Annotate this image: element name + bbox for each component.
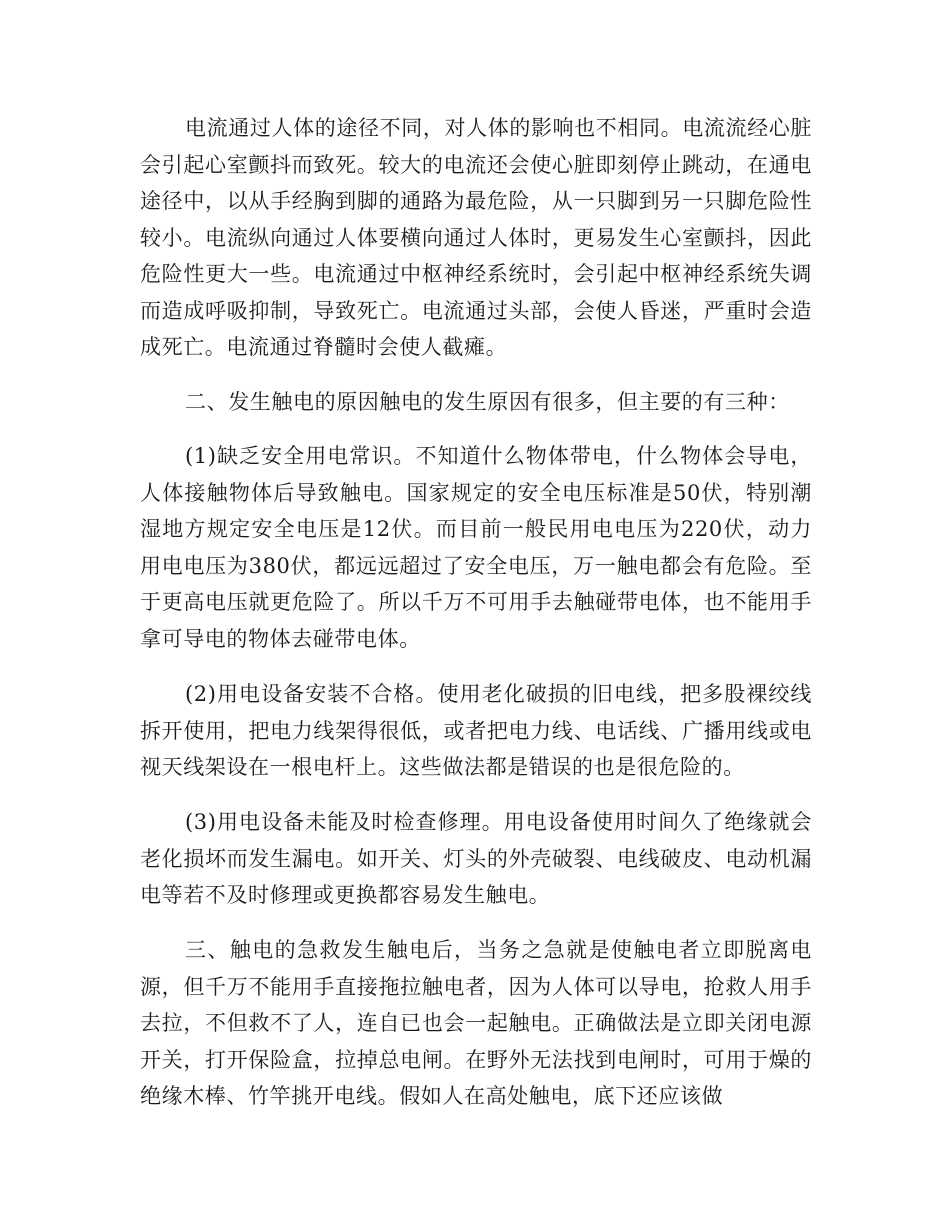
paragraph-cause-1: (1)缺乏安全用电常识。不知道什么物体带电，什么物体会导电，人体接触物体后导致触电。国家规定的安全电压标准是50伏，特别潮湿地方规定安全电压是12伏。而目前一般民用电电压为220伏，动力用电电压为380伏，都远远超过了安全电压，万一触电都会有危险。至于更高电压就更危险了。所以千万不可用手去触碰带电体，也不能用手拿可导电的物体去碰带电体。: [140, 444, 812, 651]
paragraph-current-path-effects: 电流通过人体的途径不同，对人体的影响也不相同。电流流经心脏会引起心室颤抖而致死。较大的电流还会使心脏即刻停止跳动，在通电途径中，以从手经胸到脚的通路为最危险，从一只脚到另一只脚危险性较小。电流纵向通过人体要横向通过人体时，更易发生心室颤抖，因此危险性更大一些。电流通过中枢神经系统时，会引起中枢神经系统失调而造成呼吸抑制，导致死亡。电流通过头部，会使人昏迷，严重时会造成死亡。电流通过脊髓时会使人截瘫。: [140, 116, 812, 359]
paragraph-cause-2: (2)用电设备安装不合格。使用老化破损的旧电线，把多股裸绞线拆开使用，把电力线架得很低，或者把电力线、电话线、广播用线或电视天线架设在一根电杆上。这些做法都是错误的也是很危险的。: [140, 682, 812, 779]
paragraph-first-aid: 三、触电的急救发生触电后，当务之急就是使触电者立即脱离电源，但千万不能用手直接拖拉触电者，因为人体可以导电，抢救人用手去拉，不但救不了人，连自已也会一起触电。正确做法是立即关闭电源开关，打开保险盒，拉掉总电闸。在野外无法找到电闸时，可用于燥的绝缘木棒、竹竿挑开电线。假如人在高处触电，底下还应该做: [140, 938, 812, 1108]
paragraph-cause-3: (3)用电设备未能及时检查修理。用电设备使用时间久了绝缘就会老化损坏而发生漏电。如开关、灯头的外壳破裂、电线破皮、电动机漏电等若不及时修理或更换都容易发生触电。: [140, 810, 812, 907]
section-heading-causes: 二、发生触电的原因触电的发生原因有很多，但主要的有三种：: [185, 390, 790, 414]
